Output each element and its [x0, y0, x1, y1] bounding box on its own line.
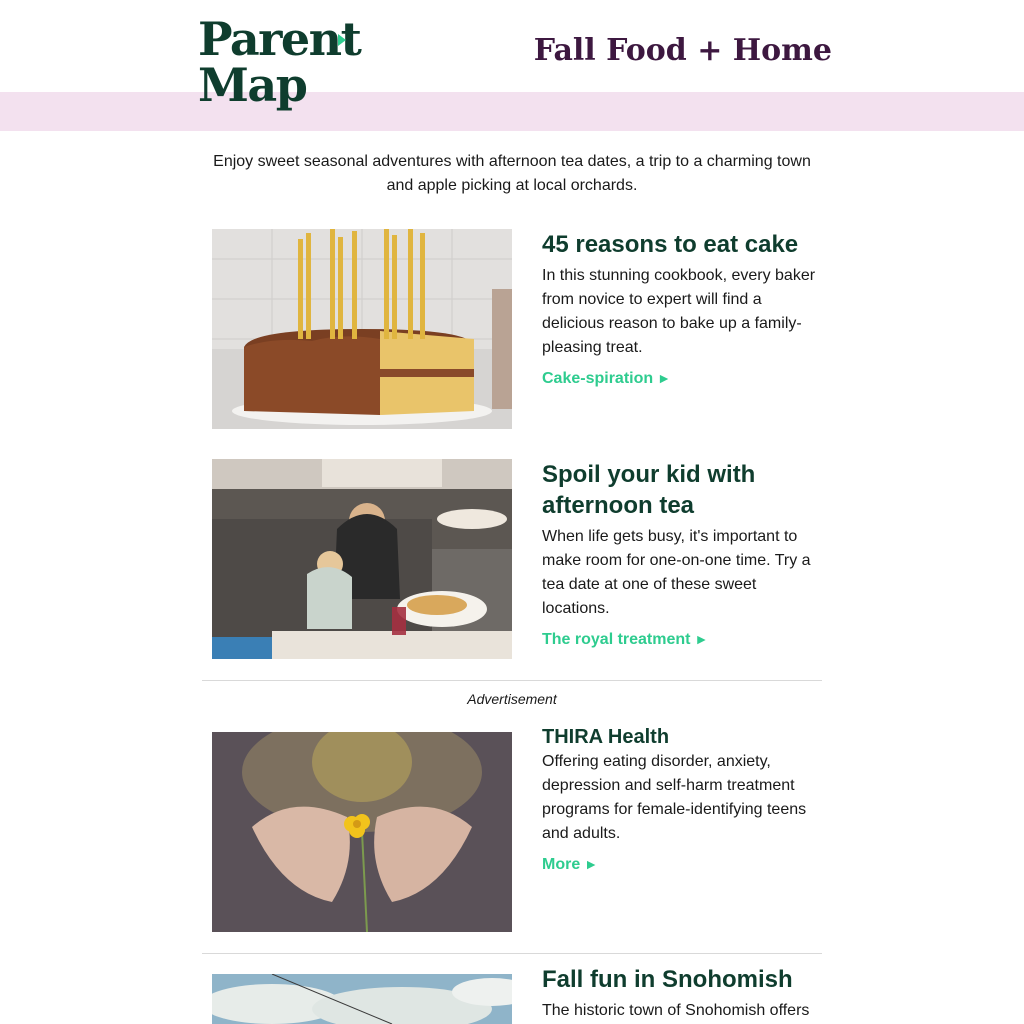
cta-label: The royal treatment: [542, 631, 691, 648]
parentmap-logo[interactable]: [198, 12, 361, 112]
ad-thira-health: [212, 724, 824, 932]
newsletter-title: Fall Food + Home: [533, 33, 832, 68]
email-header: [0, 0, 1024, 92]
article-body: In this stunning cookbook, every baker from novice to expert will find a delicious reason to bake up a family-pleasing treat.: [542, 267, 816, 356]
arrow-right-icon: ►: [657, 370, 671, 386]
divider: [202, 680, 822, 681]
article-snohomish: [212, 964, 824, 1024]
article-title[interactable]: Fall fun in Snohomish: [542, 966, 793, 993]
snohomish-image[interactable]: [212, 974, 512, 1024]
logo-play-icon: [338, 34, 346, 46]
article-title[interactable]: Spoil your kid with afternoon tea: [542, 461, 756, 519]
royal-treatment-link[interactable]: [542, 631, 708, 649]
cake-image[interactable]: [212, 229, 512, 429]
article-text: [542, 459, 824, 649]
more-link[interactable]: [542, 856, 598, 874]
article-text: [542, 964, 824, 1023]
article-title[interactable]: 45 reasons to eat cake: [542, 231, 799, 258]
header-band: [0, 92, 1024, 131]
article-text: [542, 229, 824, 388]
cake-spiration-link[interactable]: [542, 370, 671, 388]
arrow-right-icon: ►: [584, 856, 599, 872]
tea-image[interactable]: [212, 459, 512, 659]
article-afternoon-tea: [212, 459, 824, 659]
article-body: Offering eating disorder, anxiety, depression and self-harm treatment programs for female-identifying teens and adults.: [542, 753, 807, 842]
cta-label: Cake-spiration: [542, 370, 654, 387]
article-text: [542, 724, 824, 874]
article-body: When life gets busy, it's important to make room for one-on-one time. Try a tea date at one of these sweet locations.: [542, 528, 811, 617]
advertisement-label: Advertisement: [467, 691, 557, 707]
logo-word-parent: Parent: [198, 12, 361, 66]
article-body: The historic town of Snohomish offers: [542, 1002, 810, 1019]
intro-text: Enjoy sweet seasonal adventures with afternoon tea dates, a trip to a charming town and apple picking at local orchards.: [213, 153, 811, 194]
divider: [202, 953, 822, 954]
article-cake: [212, 229, 824, 429]
article-title[interactable]: THIRA Health: [542, 726, 670, 748]
logo-word-map: Map: [198, 58, 307, 112]
cta-label: More: [542, 856, 581, 873]
arrow-right-icon: ►: [694, 631, 709, 647]
hands-flower-image[interactable]: [212, 732, 512, 932]
